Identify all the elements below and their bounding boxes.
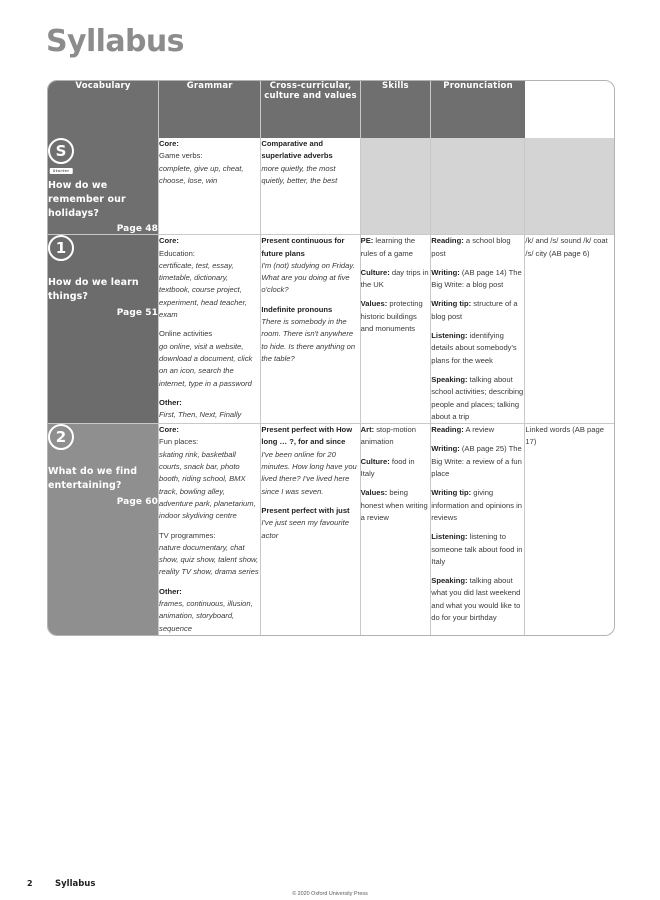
vocabulary-cell-2 <box>159 424 261 635</box>
cross-block <box>361 298 431 335</box>
grammar-block <box>261 505 359 542</box>
skills-block <box>431 374 524 423</box>
footer-copyright: © 2020 Oxford University Press <box>292 891 368 897</box>
unit-page-ref: Page 60 <box>116 496 159 507</box>
cross-block <box>361 267 431 292</box>
skills-block <box>431 330 524 367</box>
cross-label: Culture: <box>360 456 390 466</box>
grammar-label: Indefinite pronouns <box>261 304 333 314</box>
skills-block <box>431 575 524 624</box>
skills-label: Speaking: <box>431 576 468 586</box>
skills-label: Writing tip: <box>431 488 472 498</box>
vocab-plain: Education: <box>159 248 195 258</box>
cross-text: being honest when writing a review <box>360 488 428 522</box>
unit-question: What do we find entertaining? <box>48 466 138 491</box>
grammar-example: I've been online for 20 minutes. How long have you lived there? I've lived here since I was seven. <box>261 449 357 496</box>
unit-badge-1 <box>48 235 74 268</box>
unit-cell-2 <box>48 424 159 635</box>
cross-label: Values: <box>360 488 388 498</box>
skills-text: identifying details about somebody's plans for the week <box>431 331 517 365</box>
vocab-block <box>159 586 260 635</box>
unit-badge-2 <box>48 424 74 457</box>
skills-label: Writing tip: <box>431 299 472 309</box>
vocabulary-cell-starter <box>159 138 261 235</box>
grammar-label: Present continuous for future plans <box>261 236 345 258</box>
header-pronunciation: Pronunciation <box>431 81 525 138</box>
vocab-label: Core: <box>159 139 179 148</box>
cross-block <box>361 456 431 481</box>
skills-text: talking about what you did last weekend and what you would like to do for your birthday <box>431 576 521 623</box>
vocab-block <box>159 424 260 522</box>
header-vocabulary: Vocabulary <box>48 81 159 138</box>
skills-label: Speaking: <box>431 374 468 384</box>
unit-badge-starter <box>48 138 74 171</box>
cross-text: stop-motion animation <box>360 425 416 447</box>
vocab-italic: go online, visit a website, download a document, click on an icon, search the internet, type in a password <box>159 341 253 388</box>
header-cross-curricular: Cross-curricular, culture and values <box>261 81 360 138</box>
cross-block <box>361 487 431 524</box>
skills-label: Writing: <box>431 444 460 454</box>
unit-badge-letter: S <box>48 138 74 164</box>
unit-cell-starter <box>48 138 159 235</box>
grammar-example: There is somebody in the room. There isn't anywhere to hide. Is there anything on the table? <box>261 317 356 363</box>
vocab-label: Core: <box>159 425 179 435</box>
vocab-italic: certificate, test, essay, timetable, dictionary, textbook, course project, experiment, head teacher, exam <box>159 260 247 320</box>
grammar-cell-1 <box>261 235 360 424</box>
skills-block <box>431 487 524 524</box>
skills-cell-2 <box>431 424 525 635</box>
unit-page-ref: Page 48 <box>116 224 159 235</box>
grammar-block <box>261 424 359 498</box>
table-row <box>48 138 614 235</box>
skills-text: listening to someone talk about food in Italy <box>431 532 523 566</box>
skills-text: a school blog post <box>431 236 511 258</box>
vocab-block <box>159 138 260 187</box>
skills-label: Listening: <box>431 331 468 341</box>
table-row <box>48 424 614 635</box>
syllabus-table <box>48 81 614 635</box>
vocab-label: Other: <box>159 586 182 596</box>
syllabus-table-container <box>47 80 615 636</box>
cross-text: day trips in the UK <box>360 267 429 290</box>
pronunciation-block <box>525 424 614 449</box>
skills-block <box>431 531 524 568</box>
skills-text: structure of a blog post <box>431 299 518 321</box>
vocab-italic: First, Then, Next, Finally <box>159 410 242 420</box>
grammar-cell-starter <box>261 138 360 235</box>
cross-label: Art: <box>360 425 375 435</box>
unit-badge-number: 1 <box>48 235 74 261</box>
table-body <box>48 138 614 635</box>
footer-section-label: Syllabus <box>55 879 96 889</box>
vocab-italic: nature documentary, chat show, quiz show, talent show, reality TV show, drama series <box>159 542 259 577</box>
unit-page-ref: Page 51 <box>116 307 159 318</box>
table-header <box>48 81 614 138</box>
pronunciation-block <box>525 235 614 260</box>
grammar-label: Present perfect with How long … ?, for and since <box>261 425 353 447</box>
grammar-example: I'm (not) studying on Friday. What are you doing at five o'clock? <box>261 260 355 295</box>
vocabulary-cell-1 <box>159 235 261 424</box>
vocab-italic: frames, continuous, illusion, animation, storyboard, sequence <box>159 599 253 633</box>
skills-text: A review <box>463 425 495 435</box>
skills-block <box>431 424 524 436</box>
vocab-plain: Online activities <box>159 329 213 339</box>
pronunciation-cell-2 <box>525 424 614 635</box>
vocab-plain: Fun places: <box>159 437 199 447</box>
cross-text: protecting historic buildings and monuments <box>360 299 423 334</box>
skills-label: Writing: <box>431 267 460 277</box>
skills-label: Reading: <box>431 236 464 246</box>
vocab-label: Other: <box>159 397 182 407</box>
grammar-example: more quietly, the most quietly, better, the best <box>261 163 338 185</box>
vocab-block <box>159 530 260 579</box>
unit-badge-sublabel: Starter <box>50 168 73 174</box>
skills-block <box>431 235 524 260</box>
cross-block <box>361 235 431 260</box>
cross-label: PE: <box>360 236 374 246</box>
table-row <box>48 235 614 424</box>
skills-block <box>431 443 524 480</box>
cross-label: Culture: <box>360 267 390 277</box>
cross-curricular-cell-2 <box>360 424 431 635</box>
cross-label: Values: <box>360 299 388 309</box>
footer-page-number: 2 <box>27 879 33 888</box>
grammar-block <box>261 138 359 187</box>
grammar-label: Comparative and superlative adverbs <box>261 139 333 161</box>
skills-label: Reading: <box>431 425 464 435</box>
skills-text: (AB page 14) The Big Write: a blog post <box>431 267 522 290</box>
skills-text: (AB page 25) The Big Write: a review of a fun place <box>431 444 522 479</box>
skills-text: giving information and opinions in reviews <box>431 488 523 522</box>
vocab-italic: complete, give up, cheat, choose, lose, win <box>159 163 244 185</box>
vocab-block <box>159 235 260 321</box>
cross-text: learning the rules of a game <box>360 236 416 258</box>
pronunciation-cell-starter <box>525 138 614 235</box>
cross-curricular-cell-starter <box>360 138 431 235</box>
grammar-cell-2 <box>261 424 360 635</box>
grammar-example: I've just seen my favourite actor <box>261 518 349 540</box>
vocab-plain: Game verbs: <box>159 151 203 161</box>
grammar-block <box>261 235 359 296</box>
skills-label: Listening: <box>431 532 468 542</box>
pronunciation-cell-1 <box>525 235 614 424</box>
unit-badge-number: 2 <box>48 424 74 450</box>
cross-text: food in Italy <box>360 456 415 479</box>
skills-cell-1 <box>431 235 525 424</box>
grammar-block <box>261 304 359 365</box>
unit-question: How do we remember our holidays? <box>48 180 126 219</box>
header-skills: Skills <box>360 81 431 138</box>
unit-cell-1 <box>48 235 159 424</box>
cross-block <box>361 424 431 449</box>
cross-curricular-cell-1 <box>360 235 431 424</box>
vocab-label: Core: <box>159 236 179 246</box>
unit-question: How do we learn things? <box>48 277 139 303</box>
skills-text: talking about school activities; describing people and places; talking about a trip <box>431 374 524 421</box>
vocab-italic: skating rink, basketball courts, snack bar, photo booth, riding school, BMX track, bowling alley, adventure park, planetarium, indoor skydiving centre <box>159 449 256 521</box>
pronunciation-text: Linked words (AB page 17) <box>525 425 604 447</box>
header-grammar: Grammar <box>159 81 261 138</box>
page-title: Syllabus <box>46 24 184 59</box>
header-row <box>48 81 614 138</box>
pronunciation-text: /k/ and /s/ sound /k/ coat /s/ city (AB page 6) <box>525 236 608 258</box>
skills-block <box>431 267 524 292</box>
skills-cell-starter <box>431 138 525 235</box>
skills-block <box>431 298 524 323</box>
vocab-plain: TV programmes: <box>159 530 216 540</box>
vocab-block <box>159 328 260 389</box>
grammar-label: Present perfect with just <box>261 505 350 515</box>
vocab-block <box>159 397 260 422</box>
